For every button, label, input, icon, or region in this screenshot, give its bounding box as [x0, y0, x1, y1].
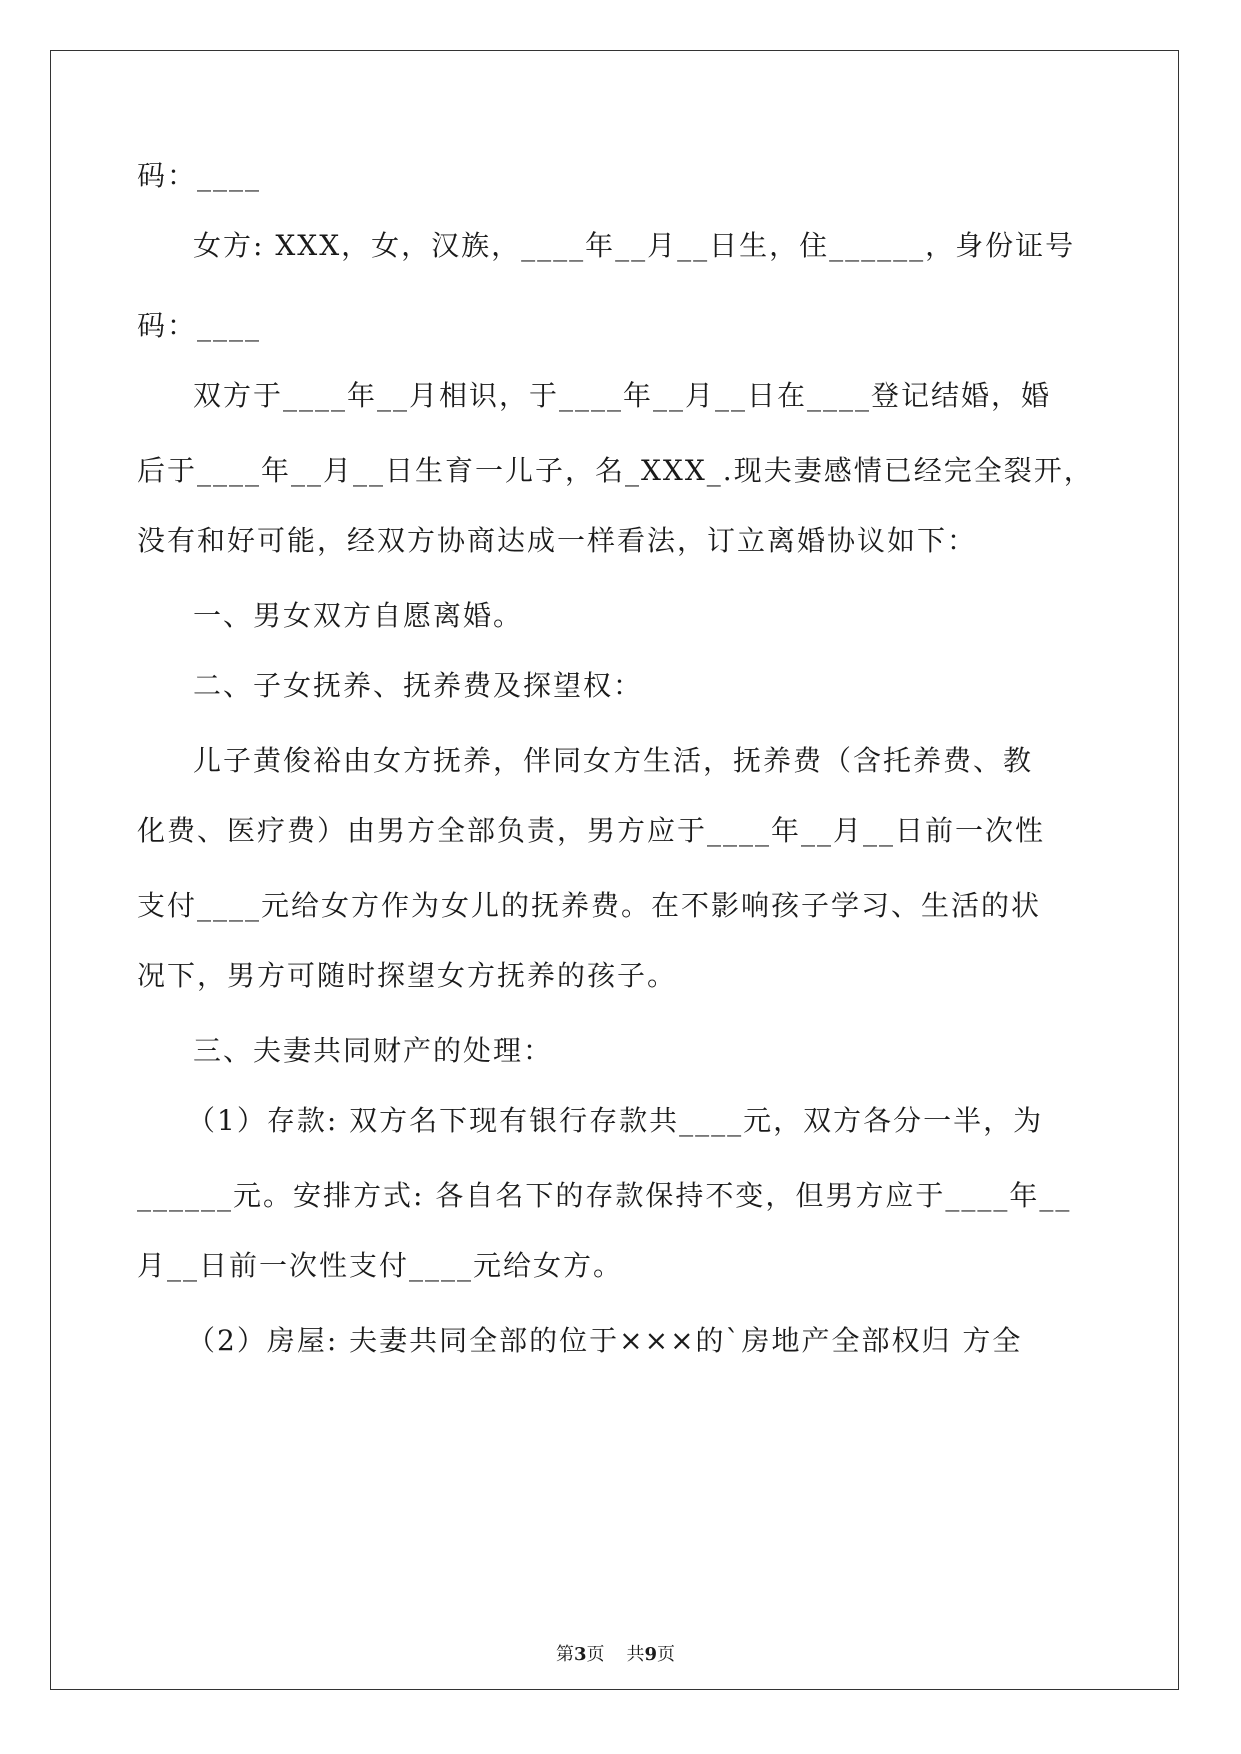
total-prefix: 共	[626, 1644, 645, 1665]
text-line-5: 后于____年__月__日生育一儿子，名_XXX_.现夫妻感情已经完全裂开，	[137, 454, 1094, 487]
text-line-17: （2）房屋: 夫妻共同全部的位于×××的`房地产全部权归 方全	[187, 1324, 1023, 1357]
total-suffix: 页	[657, 1644, 676, 1665]
text-line-8: 二、子女抚养、抚养费及探望权：	[193, 669, 644, 702]
text-line-9: 儿子黄俊裕由女方抚养，伴同女方生活，抚养费（含托养费、教	[193, 744, 1034, 777]
page-frame	[50, 50, 1179, 1690]
page-footer	[51, 1643, 1180, 1667]
text-line-10: 化费、医疗费）由男方全部负责，男方应于____年__月__日前一次性	[137, 814, 1046, 847]
text-line-1: 码：____	[137, 159, 262, 192]
text-line-15: ______元。安排方式: 各自名下的存款保持不变，但男方应于____年__	[137, 1179, 1072, 1212]
text-line-16: 月__日前一次性支付____元给女方。	[137, 1249, 624, 1282]
page-suffix: 页	[586, 1644, 605, 1665]
text-line-3: 码：____	[137, 309, 262, 342]
text-line-2: 女方: XXX，女，汉族，____年__月__日生，住______，身份证号	[193, 229, 1076, 262]
text-line-7: 一、男女双方自愿离婚。	[193, 599, 524, 632]
text-line-6: 没有和好可能，经双方协商达成一样看法，订立离婚协议如下：	[137, 524, 978, 557]
text-line-12: 况下，男方可随时探望女方抚养的孩子。	[137, 959, 678, 992]
text-line-13: 三、夫妻共同财产的处理：	[193, 1034, 554, 1067]
current-page-number: 3	[573, 1644, 587, 1665]
text-line-4: 双方于____年__月相识，于____年__月__日在____登记结婚，婚	[193, 379, 1052, 412]
total-page-number: 9	[644, 1644, 658, 1665]
text-line-11: 支付____元给女方作为女儿的抚养费。在不影响孩子学习、生活的状	[137, 889, 1042, 922]
page-prefix: 第	[555, 1644, 574, 1665]
text-line-14: （1）存款: 双方名下现有银行存款共____元，双方各分一半，为	[187, 1104, 1044, 1137]
